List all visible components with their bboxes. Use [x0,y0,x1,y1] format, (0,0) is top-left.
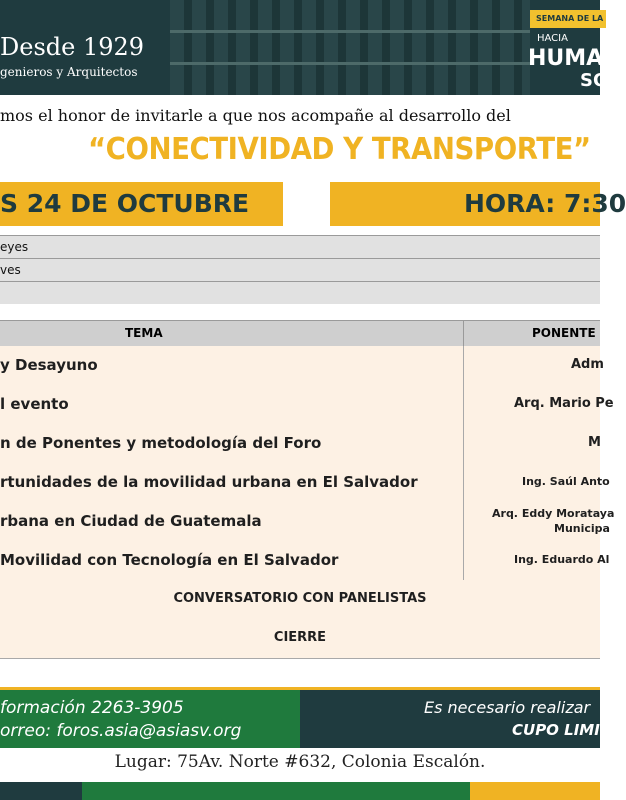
event-time: HORA: 7:30 [464,189,626,218]
speaker-name: Arq. Mario Pe [514,396,614,411]
venue-address: Lugar: 75Av. Norte #632, Colonia Escalón. [114,752,486,772]
table-row-full [0,619,600,659]
info-row-text: eyes [0,240,29,254]
registration-notice: Es necesario realizar [424,698,591,717]
brand-year: Desde 1929 [0,33,145,61]
row-topic: rbana en Ciudad de Guatemala [0,512,262,530]
event-title: “CONECTIVIDAD Y TRANSPORTE” [88,132,591,167]
facade-line [170,62,530,65]
speaker-name: Ing. Saúl Anto [522,475,610,488]
row-topic: l evento [0,395,69,413]
table-row [0,541,610,581]
table-row [0,385,614,425]
row-topic: rtunidades de la movilidad urbana en El Salvador [0,473,418,491]
row-speaker [463,424,601,463]
row-topic: n de Ponentes y metodología del Foro [0,434,322,452]
info-row [0,258,600,281]
brand-subtitle: genieros y Arquitectos [0,65,138,79]
notice-panel [300,690,611,748]
bottom-color-bar [0,782,600,800]
building-facade-image [170,0,530,95]
event-badge-label: SEMANA DE LA [530,10,606,28]
contact-email: orreo: foros.asia@asiasv.org [0,721,242,741]
limited-spots-text: CUPO LIMIT [512,721,611,739]
speaker-name: Arq. Eddy Morataya [492,507,615,520]
closing-session: CIERRE [273,630,327,645]
footer-contact-bar [0,690,611,748]
bottom-bar-green [82,782,470,800]
agenda-table-header [0,320,600,348]
info-row [0,281,600,304]
info-row [0,235,600,258]
badge-hacia-text: HACIA [537,33,568,44]
bottom-bar-teal [0,782,82,800]
row-topic: Movilidad con Tecnología en El Salvador [0,551,339,569]
speaker-name: Ing. Eduardo Al [514,553,610,566]
badge-logo-text-2: SO [580,70,609,91]
bottom-bar-yellow [470,782,600,800]
table-row [0,463,610,503]
table-row [0,346,604,386]
row-speaker [463,346,604,385]
facade-line [170,30,530,33]
header-banner [0,0,609,95]
badge-logo-text: HUMA [528,46,604,71]
panel-session: CONVERSATORIO CON PANELISTAS [173,591,427,606]
row-topic: y Desayuno [0,356,98,374]
header-speaker: PONENTE [532,326,596,340]
contact-panel [0,690,300,748]
event-date: S 24 DE OCTUBRE [0,189,250,218]
date-bar [0,182,283,226]
row-speaker [463,463,610,502]
table-row-full [0,580,600,620]
time-bar [330,182,626,226]
table-row [0,424,600,464]
speaker-name: Adm [571,357,604,372]
column-divider [463,321,464,347]
header-topic: TEMA [125,326,163,340]
speaker-affiliation: Municipa [554,522,610,535]
contact-phone: formación 2263-3905 [0,698,184,718]
row-speaker [463,502,615,541]
speaker-name: M [588,435,601,450]
table-row [0,502,615,542]
info-row-text: ves [0,263,21,277]
row-speaker [463,385,614,424]
row-speaker [463,541,610,580]
invitation-text: mos el honor de invitarle a que nos acompañe al desarrollo del [0,106,511,125]
